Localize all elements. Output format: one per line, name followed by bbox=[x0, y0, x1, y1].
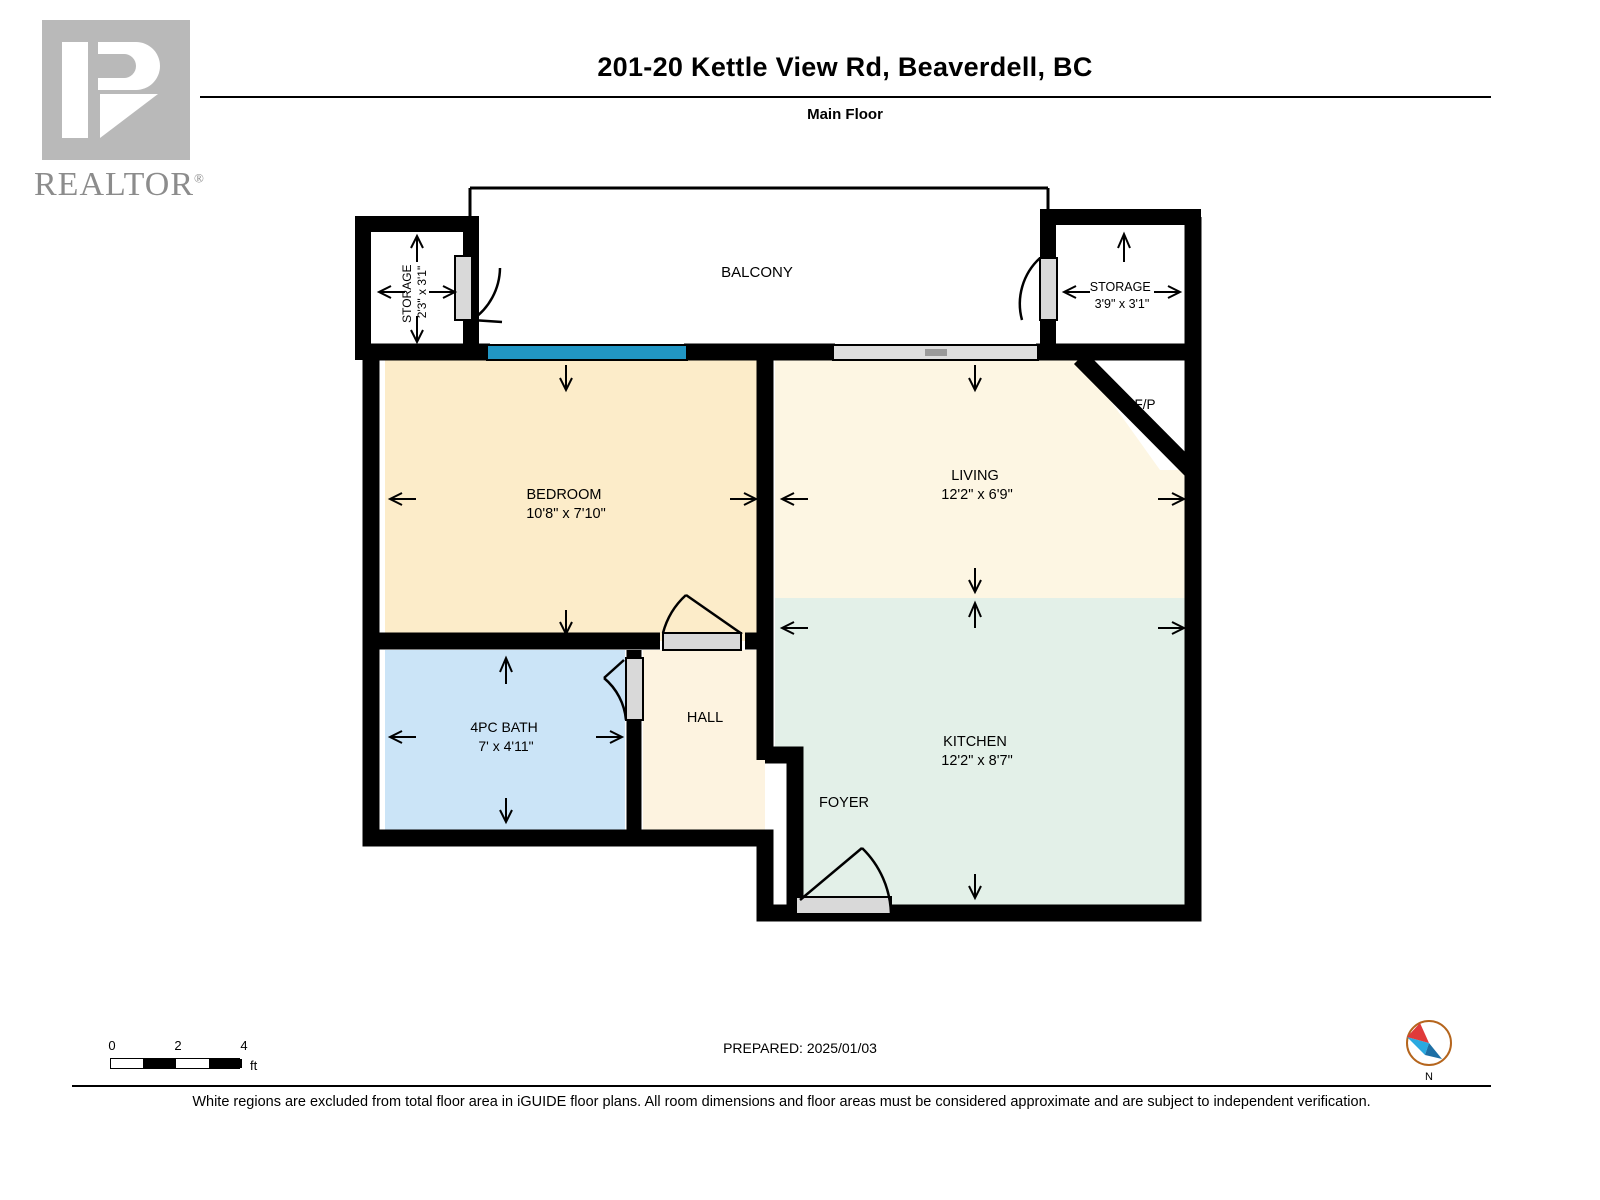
scale-unit-label: ft bbox=[250, 1058, 258, 1073]
room-label-living: LIVING 12'2" x 6'9" bbox=[941, 468, 1013, 503]
page-title: 201-20 Kettle View Rd, Beaverdell, BC bbox=[597, 52, 1093, 82]
prepared-date: PREPARED: 2025/01/03 bbox=[723, 1040, 877, 1056]
room-label-bedroom: BEDROOM 10'8" x 7'10" bbox=[526, 487, 606, 522]
compass-north-label: N bbox=[1425, 1071, 1433, 1083]
scale-bar-graphic bbox=[110, 1058, 240, 1069]
realtor-wordmark: REALTOR® bbox=[34, 166, 205, 203]
window-bedroom bbox=[487, 345, 687, 360]
room-label-kitchen: KITCHEN 12'2" x 8'7" bbox=[941, 734, 1013, 769]
room-label-bath: 4PC BATH 7' x 4'11" bbox=[470, 719, 538, 754]
compass-rose bbox=[1398, 1015, 1460, 1089]
door-storage-right bbox=[1020, 258, 1057, 320]
scale-tick-4: 4 bbox=[240, 1038, 248, 1053]
room-label-storage-left: STORAGE 2'3" x 3'1" bbox=[400, 264, 429, 323]
footer-divider bbox=[72, 1085, 1491, 1087]
sliding-door-living-leaf bbox=[925, 349, 947, 356]
room-label-foyer: FOYER bbox=[819, 795, 869, 811]
scale-tick-2: 2 bbox=[174, 1038, 182, 1053]
room-fill-kitchen bbox=[775, 598, 1185, 905]
room-fill-hall bbox=[643, 650, 765, 830]
room-label-storage-right: STORAGE 3'9" x 3'1" bbox=[1089, 280, 1151, 311]
disclaimer-text: White regions are excluded from total floor area in iGUIDE floor plans. All room dimensions and floor areas must be considered approximate and are subject to independent verification. bbox=[192, 1094, 1371, 1110]
scale-tick-0: 0 bbox=[108, 1038, 116, 1053]
room-label-hall: HALL bbox=[686, 710, 724, 726]
floor-label: Main Floor bbox=[807, 106, 883, 123]
room-label-balcony: BALCONY bbox=[721, 264, 793, 281]
room-label-fireplace: F/P bbox=[1134, 397, 1156, 412]
